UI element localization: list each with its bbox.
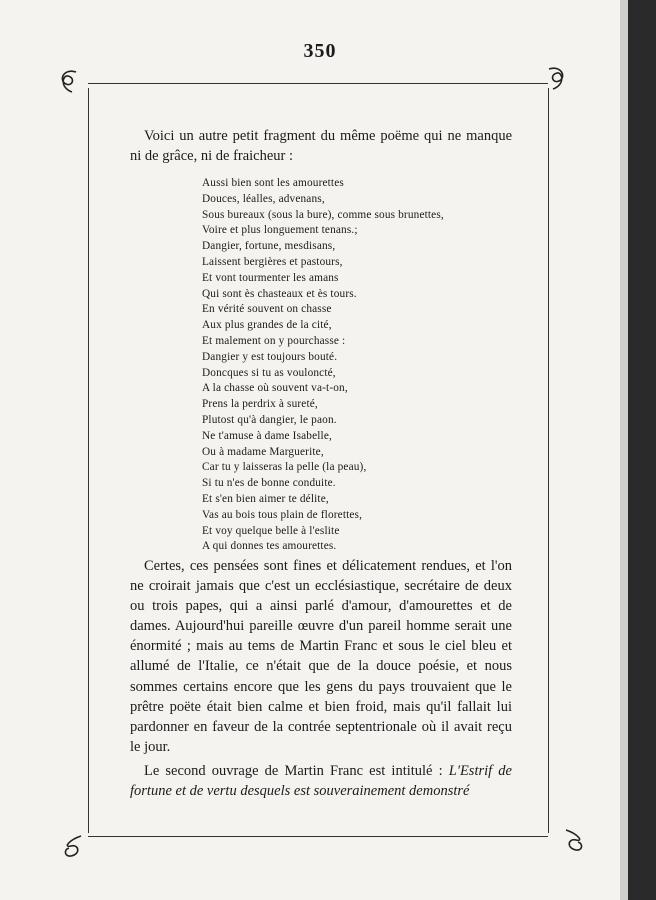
poem-line: Dangier, fortune, mesdisans, (202, 240, 336, 253)
poem-line: Ou à madame Marguerite, (202, 445, 324, 458)
poem-line: En vérité souvent on chasse (202, 303, 332, 316)
poem-line: Douces, léalles, advenans, (202, 192, 325, 205)
page-edge-shadow (620, 0, 628, 900)
poem-line: Dangier y est toujours bouté. (202, 350, 338, 363)
commentary-text: Certes, ces pensées sont fines et délicatement rendues, et l'on ne croirait jamais que c'est un ecclésiastique, secrétaire de deux ou trois papes, qui a ainsi parlé d'amour, d'amourettes et de dames. Aujourd'hui pareille œuvre d'un pareil homme serait une énormité ; mais au tems de Martin Franc et sous le ciel bleu et allumé de l'Italie, ce n'était que de la douce poésie, et nous sommes certains encore que les gens du pays trouvaient que le prêtre poëte était bien calme et bien froid, mais qu'il fallait lui pardonner en faveur de la contrée septentrionale où il avait reçu le jour. (130, 558, 512, 755)
poem-line: Voire et plus longuement tenans.; (202, 224, 358, 237)
corner-ornament-icon (558, 826, 588, 856)
second-work-text (130, 761, 512, 802)
intro-text: Voici un autre petit fragment du même poëme qui ne manque ni de grâce, ni de fraicheur : (130, 128, 512, 165)
poem-line: Aussi bien sont les amourettes (202, 177, 344, 189)
poem-line: Doncques si tu as vouloncté, (202, 366, 336, 379)
second-work-title: L'Estrif de fortune et de vertu desquels est souverainement demonstré (130, 763, 512, 800)
page-number: 350 (303, 40, 337, 62)
poem-line: Qui sont ès chasteaux et ès tours. (202, 287, 357, 300)
page-edge-binding (628, 0, 656, 900)
second-work-lead: Le second ouvrage de Martin Franc est intitulé : (144, 763, 449, 779)
poem-line: Car tu y laisseras la pelle (la peau), (202, 461, 367, 474)
poem-line: Et vont tourmenter les amans (202, 271, 339, 284)
poem-line: Aux plus grandes de la cité, (202, 319, 332, 332)
frame-top-rule (88, 83, 548, 84)
poem-verses (202, 176, 522, 555)
poem-line: Et malement on y pourchasse : (202, 334, 346, 347)
frame-right-rule (548, 88, 549, 833)
poem-line: Ne t'amuse à dame Isabelle, (202, 429, 332, 442)
corner-ornament-icon (541, 63, 571, 93)
poem-line: Laissent bergières et pastours, (202, 255, 343, 268)
poem-line: Vas au bois tous plain de florettes, (202, 508, 363, 521)
poem-line: A la chasse où souvent va-t-on, (202, 382, 348, 395)
frame-left-rule (88, 88, 89, 833)
poem-line: A qui donnes tes amourettes. (202, 540, 337, 553)
intro-paragraph (130, 126, 512, 167)
poem-line: Plutost qu'à dangier, le paon. (202, 413, 337, 426)
poem-line: Prens la perdrix à sureté, (202, 398, 318, 411)
poem-line: Si tu n'es de bonne conduite. (202, 477, 336, 490)
poem-line: Et voy quelque belle à l'eslite (202, 524, 340, 537)
commentary-paragraph (130, 556, 512, 757)
poem-line: Sous bureaux (sous la bure), comme sous brunettes, (202, 208, 444, 221)
frame-bottom-rule (88, 836, 548, 837)
corner-ornament-icon (59, 832, 89, 862)
poem-line: Et s'en bien aimer te délite, (202, 492, 329, 505)
corner-ornament-icon (54, 66, 84, 96)
second-work-paragraph (130, 761, 512, 802)
